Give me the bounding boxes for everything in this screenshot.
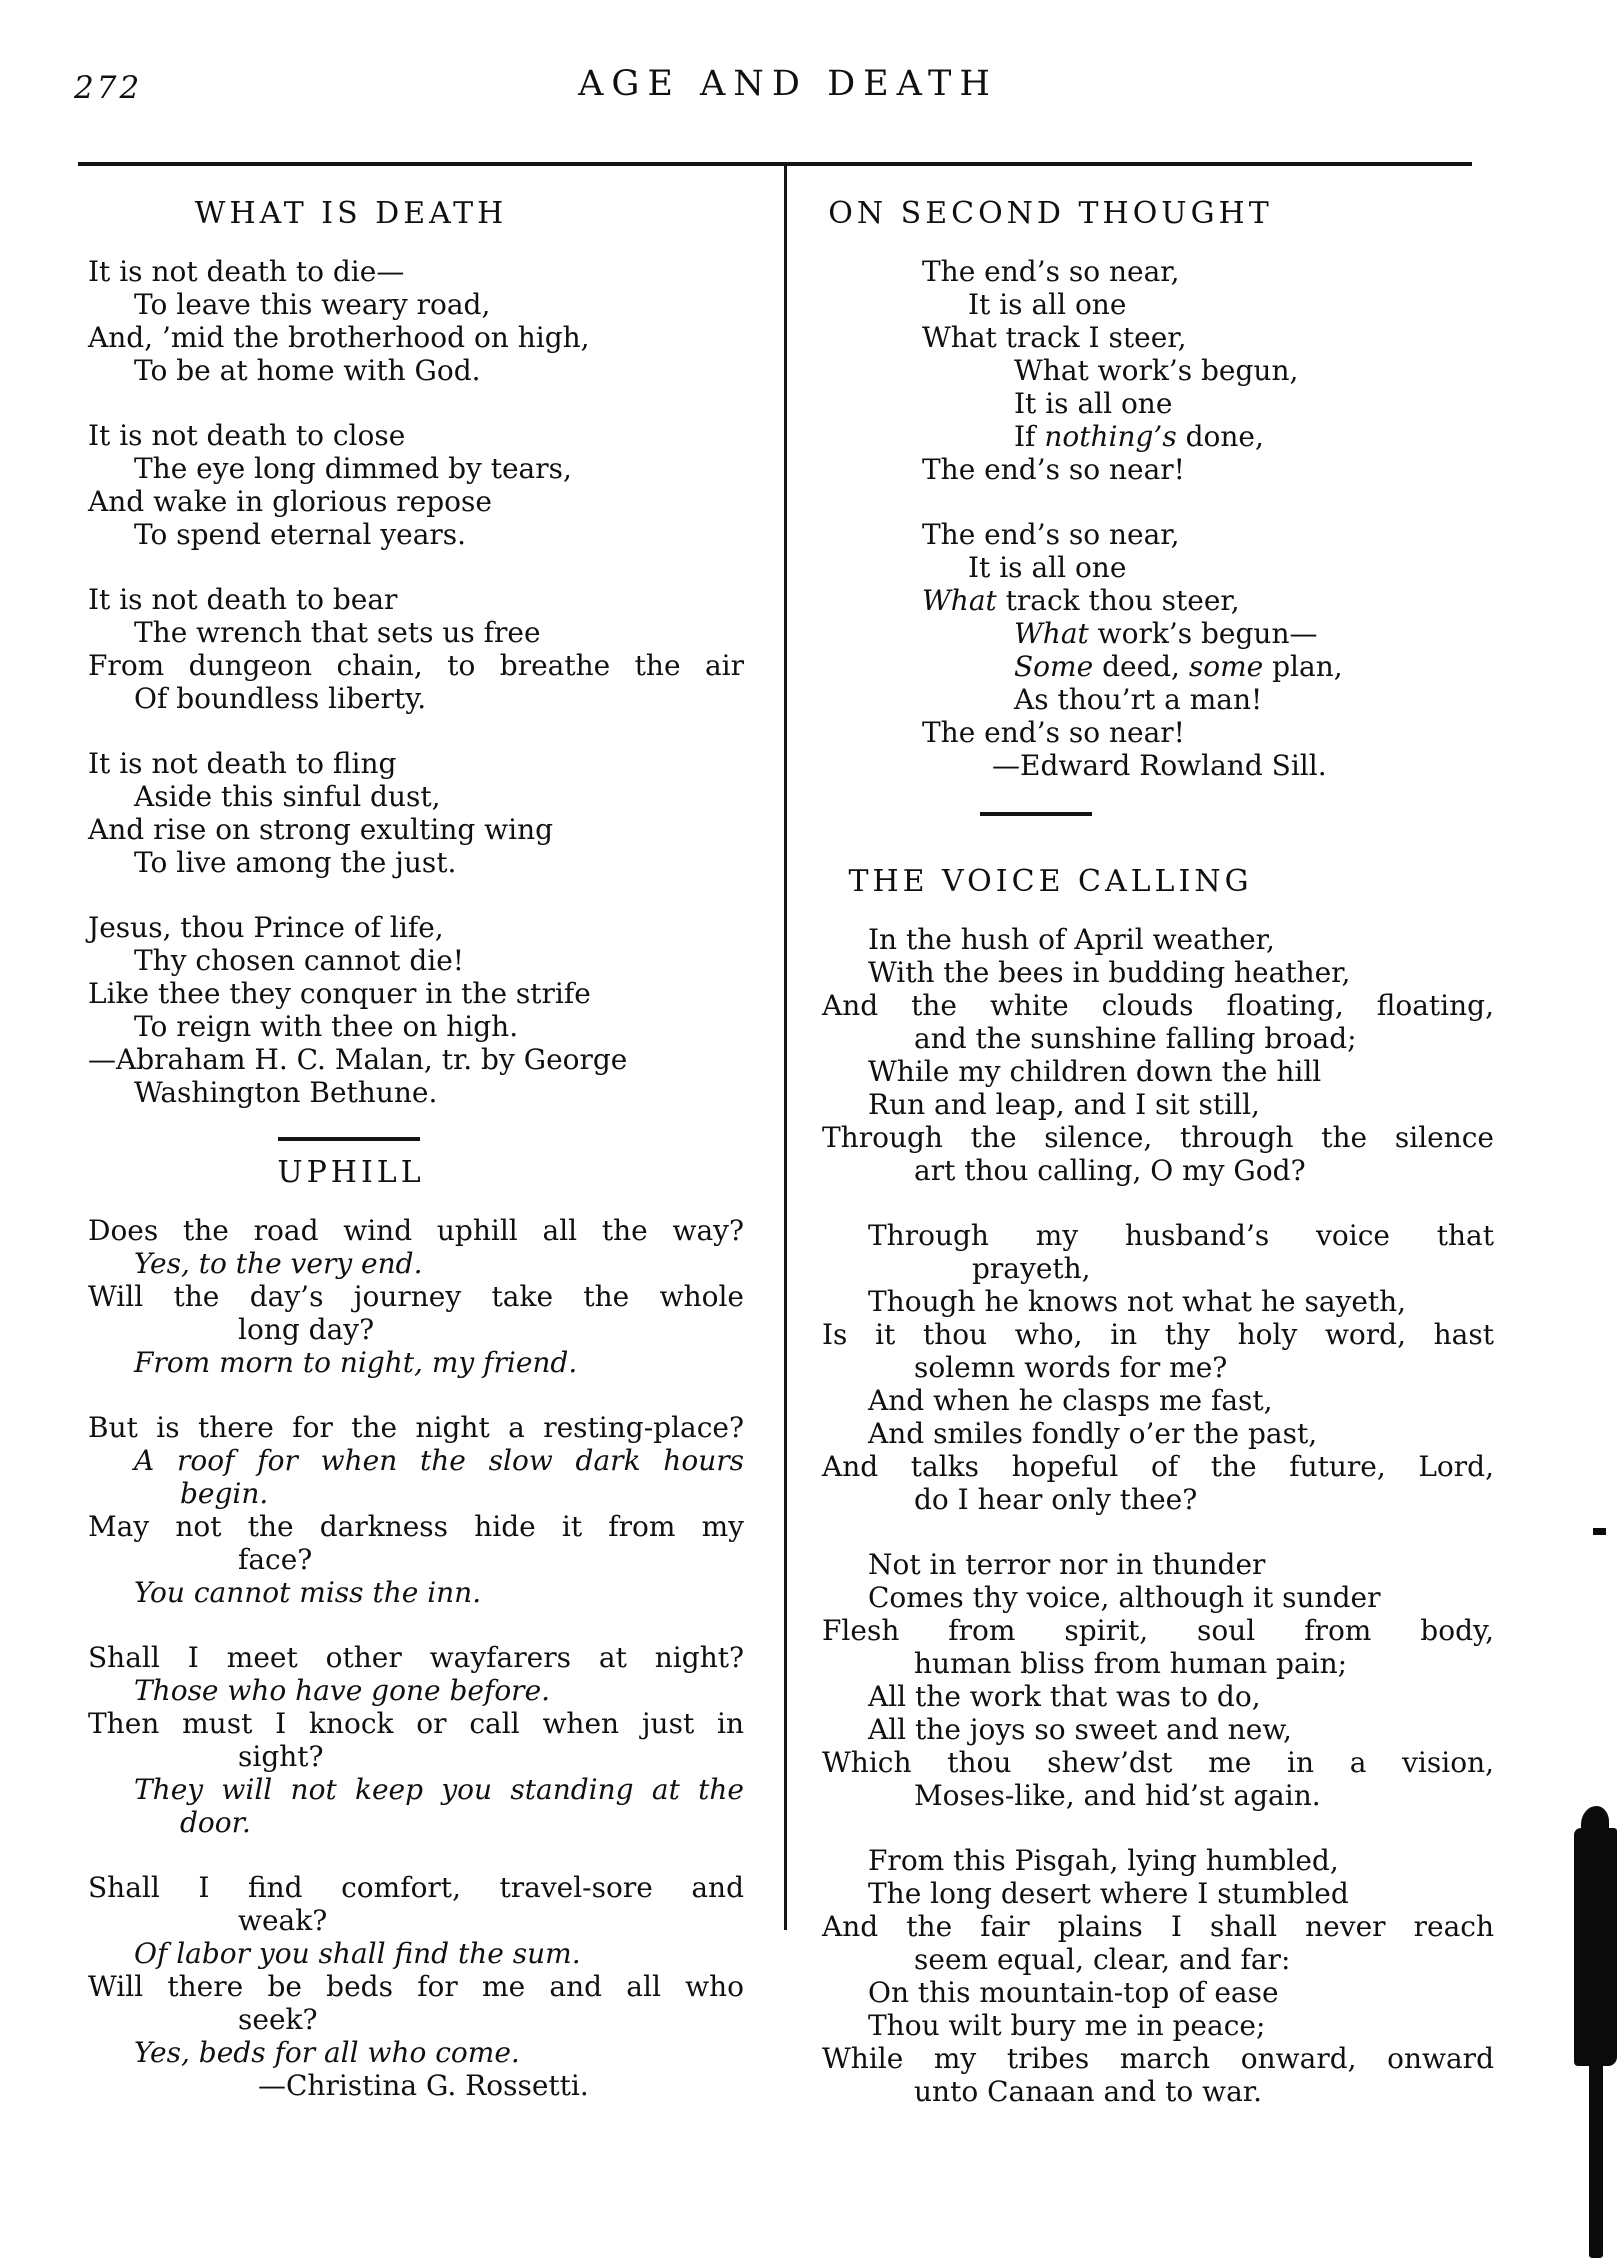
poem-line: prayeth, [972,1252,1091,1285]
poem-line: The wrench that sets us free [134,616,541,649]
poem-line: The eye long dimmed by tears, [134,452,572,485]
poem-line: Is it thou who, in thy holy word, hast [822,1318,1494,1351]
poem-line: What work’s begun— [1014,617,1318,650]
poem-line: Though he knows not what he sayeth, [868,1285,1407,1318]
poem-line: Does the road wind uphill all the way? [88,1214,744,1247]
poem-line: The long desert where I stumbled [868,1877,1349,1910]
running-header-title: AGE AND DEATH [578,64,998,104]
poem-line: Of boundless liberty. [134,682,427,715]
stanza [88,1871,744,2102]
scan-ink-artifact [1574,1828,1617,2066]
poem-line: To spend eternal years. [134,518,467,551]
poem-line: Not in terror nor in thunder [868,1548,1266,1581]
poem-line: A roof for when the slow dark hours [134,1444,744,1477]
poem-line: face? [238,1543,313,1576]
poem-line: The end’s so near, [922,255,1180,288]
right-column [822,182,1494,2108]
poem-line: Some deed, some plan, [1014,650,1343,683]
poem-line: It is not death to fling [88,747,397,780]
poem-line: If nothing’s done, [1014,420,1264,453]
stanza [88,747,744,879]
poem-line: From this Pisgah, lying humbled, [868,1844,1339,1877]
poem-line: And wake in glorious repose [88,485,492,518]
poem-title-on-second-thought: ON SECOND THOUGHT [828,196,1273,231]
poem-line: —Edward Rowland Sill. [992,749,1327,782]
poem-line: Thou wilt bury me in peace; [868,2009,1266,2042]
stanza [922,255,1494,486]
poem-line: Like thee they conquer in the strife [88,977,591,1010]
poem-line: The end’s so near! [922,716,1185,749]
section-separator-rule [278,1137,420,1141]
poem-line: What track I steer, [922,321,1187,354]
poem-line: Through my husband’s voice that [868,1219,1494,1252]
poem-line: Jesus, thou Prince of life, [88,911,444,944]
stanza [822,923,1494,1187]
poem-line: Flesh from spirit, soul from body, [822,1614,1494,1647]
poem-line: What work’s begun, [1014,354,1299,387]
poem-line: weak? [238,1904,328,1937]
poem-line: It is all one [968,551,1127,584]
poem-line: do I hear only thee? [914,1483,1198,1516]
poem-line: To be at home with God. [134,354,481,387]
poem-line: While my children down the hill [868,1055,1322,1088]
poem-title-the-voice-calling: THE VOICE CALLING [848,864,1253,899]
poem-line: Will the day’s journey take the whole [88,1280,744,1313]
scan-ink-artifact [1589,2056,1603,2258]
poem-line: It is not death to die— [88,255,405,288]
header-rule [78,162,1472,166]
page-number: 272 [74,70,143,106]
poem-line: solemn words for me? [914,1351,1228,1384]
poem-line: On this mountain-top of ease [868,1976,1279,2009]
poem-line: To leave this weary road, [134,288,491,321]
poem-line: Will there be beds for me and all who [88,1970,744,2003]
poem-line: begin. [180,1477,269,1510]
stanza [88,1641,744,1839]
stanza [822,1844,1494,2108]
poem-line: seem equal, clear, and far: [914,1943,1291,1976]
poem-line: While my tribes march onward, onward [822,2042,1494,2075]
stanza [822,1219,1494,1516]
poem-line: And rise on strong exulting wing [88,813,554,846]
poem-line: —Abraham H. C. Malan, tr. by George [88,1043,628,1076]
poem-line: All the work that was to do, [868,1680,1261,1713]
poem-line: It is all one [968,288,1127,321]
poem-the-voice-calling [822,923,1494,2108]
poem-line: long day? [238,1313,375,1346]
poem-line: Thy chosen cannot die! [134,944,465,977]
stanza [88,255,744,387]
stanza [88,419,744,551]
left-column [88,182,744,2102]
poem-line: The end’s so near, [922,518,1180,551]
poem-line: Run and leap, and I sit still, [868,1088,1260,1121]
poem-line: And the fair plains I shall never reach [822,1910,1494,1943]
poem-line: To reign with thee on high. [134,1010,519,1043]
poem-line: Then must I knock or call when just in [88,1707,744,1740]
poem-line: Through the silence, through the silence [822,1121,1494,1154]
poem-line: art thou calling, O my God? [914,1154,1306,1187]
poem-line: And smiles fondly o’er the past, [868,1417,1318,1450]
poem-line: sight? [238,1740,324,1773]
poem-line: unto Canaan and to war. [914,2075,1262,2108]
stanza [88,1214,744,1379]
poem-line: Which thou shew’dst me in a vision, [822,1746,1494,1779]
section-separator-rule [980,812,1092,816]
poem-line: But is there for the night a resting-place? [88,1411,744,1444]
poem-line: From morn to night, my friend. [134,1346,578,1379]
poem-line: And, ’mid the brotherhood on high, [88,321,590,354]
stanza [822,1548,1494,1812]
poem-line: What track thou steer, [922,584,1240,617]
column-divider-rule [784,166,787,1930]
stanza [88,1411,744,1609]
poem-line: All the joys so sweet and new, [868,1713,1292,1746]
poem-line: It is not death to close [88,419,406,452]
poem-line: Of labor you shall find the sum. [134,1937,581,1970]
poem-line: And when he clasps me fast, [868,1384,1273,1417]
poem-line: It is all one [1014,387,1173,420]
poem-line: and the sunshine falling broad; [914,1022,1357,1055]
poem-line: Aside this sinful dust, [134,780,441,813]
poem-line: human bliss from human pain; [914,1647,1348,1680]
poem-line: Yes, to the very end. [134,1247,423,1280]
scan-ink-artifact [1593,1528,1606,1535]
poem-title-what-is-death: WHAT IS DEATH [194,196,508,231]
poem-line: They will not keep you standing at the [134,1773,744,1806]
poem-line: As thou’rt a man! [1014,683,1263,716]
poem-line: May not the darkness hide it from my [88,1510,744,1543]
stanza [922,518,1494,782]
poem-line: Those who have gone before. [134,1674,551,1707]
poem-line: With the bees in budding heather, [868,956,1351,989]
scan-ink-artifact [1581,1806,1609,1840]
poem-line: —Christina G. Rossetti. [258,2069,589,2102]
poem-line: Washington Bethune. [134,1076,438,1109]
poem-line: To live among the just. [134,846,457,879]
poem-line: In the hush of April weather, [868,923,1275,956]
poem-line: seek? [238,2003,318,2036]
poem-title-uphill: UPHILL [277,1155,425,1190]
poem-line: And the white clouds floating, floating, [822,989,1494,1022]
poem-line: The end’s so near! [922,453,1185,486]
stanza [88,583,744,715]
poem-line: From dungeon chain, to breathe the air [88,649,744,682]
poem-line: Yes, beds for all who come. [134,2036,520,2069]
poem-line: And talks hopeful of the future, Lord, [822,1450,1494,1483]
poem-line: Shall I meet other wayfarers at night? [88,1641,744,1674]
poem-what-is-death [88,255,744,1109]
poem-line: It is not death to bear [88,583,398,616]
poem-line: You cannot miss the inn. [134,1576,482,1609]
poem-line: Comes thy voice, although it sunder [868,1581,1381,1614]
poem-line: door. [180,1806,251,1839]
stanza [88,911,744,1109]
poem-on-second-thought [822,255,1494,782]
poem-line: Moses-like, and hid’st again. [914,1779,1321,1812]
poem-uphill [88,1214,744,2102]
poem-line: Shall I find comfort, travel-sore and [88,1871,744,1904]
